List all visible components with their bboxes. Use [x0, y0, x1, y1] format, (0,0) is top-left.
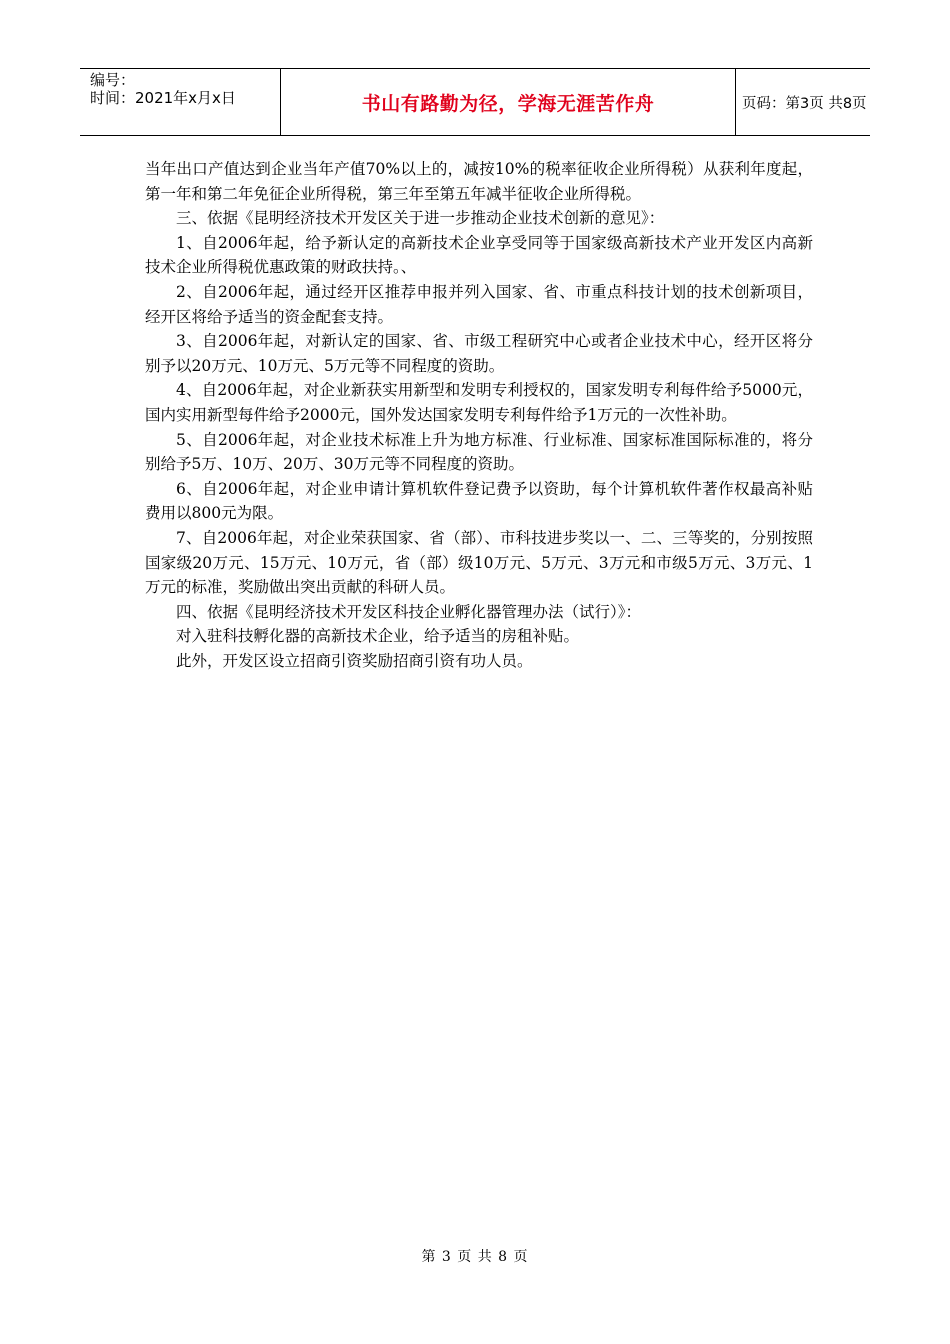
paragraph: 5、自2006年起，对企业技术标准上升为地方标准、行业标准、国家标准国际标准的，将分别给予5万、10万、20万、30万元等不同程度的资助。: [145, 430, 813, 474]
paragraph: 7、自2006年起，对企业荣获国家、省（部）、市科技进步奖以一、二、三等奖的，分别按照国家级20万元、15万元、10万元，省（部）级10万元、5万元、3万元和市级5万元、3万元、1万元的标准，奖励做出突出贡献的科研人员。: [145, 528, 813, 597]
paragraph: 6、自2006年起，对企业申请计算机软件登记费予以资助，每个计算机软件著作权最高补贴费用以800元为限。: [145, 479, 813, 523]
paragraph: 三、依据《昆明经济技术开发区关于进一步推动企业技术创新的意见》：: [176, 209, 665, 228]
document-number-label: 编号：: [90, 71, 136, 89]
paragraph: 4、自2006年起，对企业新获实用新型和发明专利授权的，国家发明专利每件给予5000元，国内实用新型每件给予2000元，国外发达国家发明专利每件给予1万元的一次性补助。: [145, 381, 813, 424]
paragraph: 3、自2006年起，对新认定的国家、省、市级工程研究中心或者企业技术中心，经开区将分别予以20万元、10万元、5万元等不同程度的资助。: [145, 332, 813, 375]
document-date-label: 时间：2021年x月x日: [90, 89, 236, 107]
page-header: [80, 68, 870, 136]
paragraph: 当年出口产值达到企业当年产值70%以上的，减按10%的税率征收企业所得税）从获利年度起，第一年和第二年免征企业所得税，第三年至第五年减半征收企业所得税。: [145, 160, 813, 203]
paragraph: 四、依据《昆明经济技术开发区科技企业孵化器管理办法（试行）》：: [176, 602, 642, 621]
document-body: [145, 157, 813, 673]
paragraph: 此外，开发区设立招商引资奖励招商引资有功人员。: [176, 651, 533, 670]
header-page-info: 页码：第3页 共8页: [742, 95, 867, 112]
page-footer: 第 3 页 共 8 页: [421, 1249, 529, 1265]
header-motto: 书山有路勤为径，学海无涯苦作舟: [361, 92, 655, 115]
header-meta: [80, 69, 281, 135]
header-motto-cell: [281, 69, 736, 135]
paragraph: 对入驻科技孵化器的高新技术企业，给予适当的房租补贴。: [176, 627, 580, 646]
paragraph: 1、自2006年起，给予新认定的高新技术企业享受同等于国家级高新技术产业开发区内高新技术企业所得税优惠政策的财政扶持。、: [145, 233, 813, 277]
paragraph: 2、自2006年起，通过经开区推荐申报并列入国家、省、市重点科技计划的技术创新项目，经开区将给予适当的资金配套支持。: [145, 282, 813, 326]
